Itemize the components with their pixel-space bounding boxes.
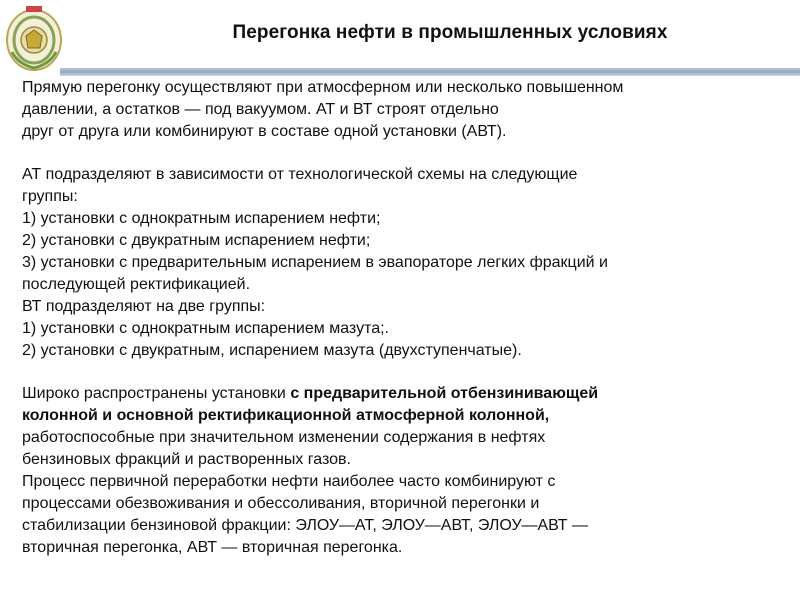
paragraph-line xyxy=(22,405,792,427)
page-title: Перегонка нефти в промышленных условиях xyxy=(232,22,668,43)
bold-text: с предварительной отбензинивающей xyxy=(290,385,599,402)
paragraph-line: Прямую перегонку осуществляют при атмосферном или несколько повышенном xyxy=(22,79,624,96)
paragraph-text: Широко распространены установки xyxy=(22,385,291,402)
document-body xyxy=(22,77,792,559)
list-item: 3) установки с предварительным испарением в эвапораторе легких фракций и xyxy=(22,254,608,271)
university-emblem-icon xyxy=(4,2,64,72)
paragraph-line xyxy=(22,383,792,405)
header-divider-bar xyxy=(60,68,800,76)
bold-text: колонной и основной ректификационной атмосферной колонной, xyxy=(22,407,550,424)
paragraph-line: давлении, а остатков — под вакуумом. АТ и ВТ строят отдельно xyxy=(22,101,499,118)
list-item: последующей ректификацией. xyxy=(22,276,251,293)
paragraph-line: Процесс первичной переработки нефти наиболее часто комбинируют с xyxy=(22,473,556,490)
list-item: 1) установки с однократным испарением нефти; xyxy=(22,210,381,227)
list-item: 1) установки с однократным испарением мазута;. xyxy=(22,320,389,337)
paragraph-gap xyxy=(22,362,792,383)
paragraph-line: процессами обезвоживания и обессоливания, вторичной перегонки и xyxy=(22,495,540,512)
paragraph-line: ВТ подразделяют на две группы: xyxy=(22,298,266,315)
paragraph-gap xyxy=(22,143,792,164)
paragraph-line: АТ подразделяют в зависимости от технологической схемы на следующие xyxy=(22,166,578,183)
paragraph-line: группы: xyxy=(22,188,78,205)
paragraph-line: бензиновых фракций и растворенных газов. xyxy=(22,451,351,468)
paragraph-line: друг от друга или комбинируют в составе одной установки (АВТ). xyxy=(22,123,507,140)
paragraph-line: работоспособные при значительном изменении содержания в нефтях xyxy=(22,429,546,446)
list-item: 2) установки с двукратным, испарением мазута (двухступенчатые). xyxy=(22,342,522,359)
paragraph-line: стабилизации бензиновой фракции: ЭЛОУ—АТ, ЭЛОУ—АВТ, ЭЛОУ—АВТ — xyxy=(22,517,588,534)
list-item: 2) установки с двукратным испарением нефти; xyxy=(22,232,371,249)
paragraph-line: вторичная перегонка, АВТ — вторичная перегонка. xyxy=(22,539,403,556)
